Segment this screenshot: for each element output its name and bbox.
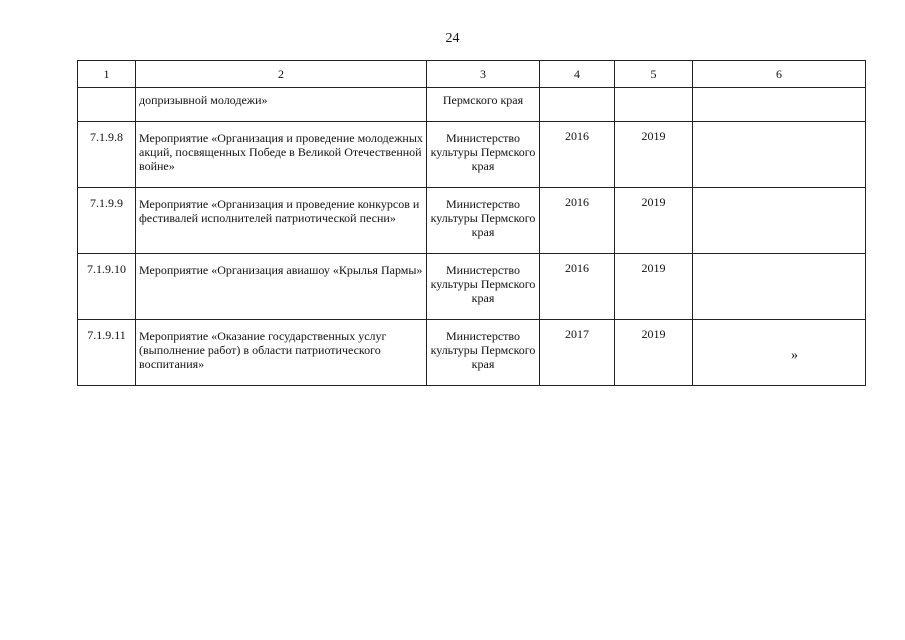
cell-start-year: 2016 (540, 254, 615, 320)
cell-executor: Министерство культуры Пермского края (427, 320, 540, 386)
cell-description: Мероприятие «Организация авиашоу «Крылья Пармы» (136, 254, 427, 320)
closing-quote: » (791, 348, 798, 363)
cell-number: 7.1.9.9 (78, 188, 136, 254)
table-row (78, 188, 866, 254)
cell-note (693, 254, 866, 320)
cell-start-year: 2016 (540, 122, 615, 188)
cell-note (693, 320, 866, 386)
table-row-continuation (78, 88, 866, 122)
cell-start-year: 2017 (540, 320, 615, 386)
cell-number: 7.1.9.8 (78, 122, 136, 188)
cell-executor: Министерство культуры Пермского края (427, 122, 540, 188)
column-header: 6 (693, 61, 866, 88)
cell-executor: Министерство культуры Пермского края (427, 188, 540, 254)
table-row (78, 254, 866, 320)
cell-number (78, 88, 136, 122)
cell-executor: Пермского края (427, 88, 540, 122)
cell-description: Мероприятие «Организация и проведение молодежных акций, посвященных Победе в Великой Отечественной войне» (136, 122, 427, 188)
column-header: 2 (136, 61, 427, 88)
table-row (78, 320, 866, 386)
cell-executor: Министерство культуры Пермского края (427, 254, 540, 320)
program-table (77, 60, 866, 386)
cell-start-year (540, 88, 615, 122)
cell-end-year: 2019 (615, 320, 693, 386)
table-header-row (78, 61, 866, 88)
page-number: 24 (445, 31, 460, 46)
column-header: 4 (540, 61, 615, 88)
column-header: 5 (615, 61, 693, 88)
cell-number: 7.1.9.11 (78, 320, 136, 386)
cell-note (693, 188, 866, 254)
cell-end-year (615, 88, 693, 122)
table-row (78, 122, 866, 188)
cell-start-year: 2016 (540, 188, 615, 254)
cell-end-year: 2019 (615, 122, 693, 188)
column-header: 3 (427, 61, 540, 88)
cell-note (693, 88, 866, 122)
cell-number: 7.1.9.10 (78, 254, 136, 320)
cell-end-year: 2019 (615, 254, 693, 320)
cell-description: Мероприятие «Организация и проведение конкурсов и фестивалей исполнителей патриотической песни» (136, 188, 427, 254)
cell-description: допризывной молодежи» (136, 88, 427, 122)
cell-end-year: 2019 (615, 188, 693, 254)
column-header: 1 (78, 61, 136, 88)
cell-note (693, 122, 866, 188)
cell-description: Мероприятие «Оказание государственных услуг (выполнение работ) в области патриотического воспитания» (136, 320, 427, 386)
